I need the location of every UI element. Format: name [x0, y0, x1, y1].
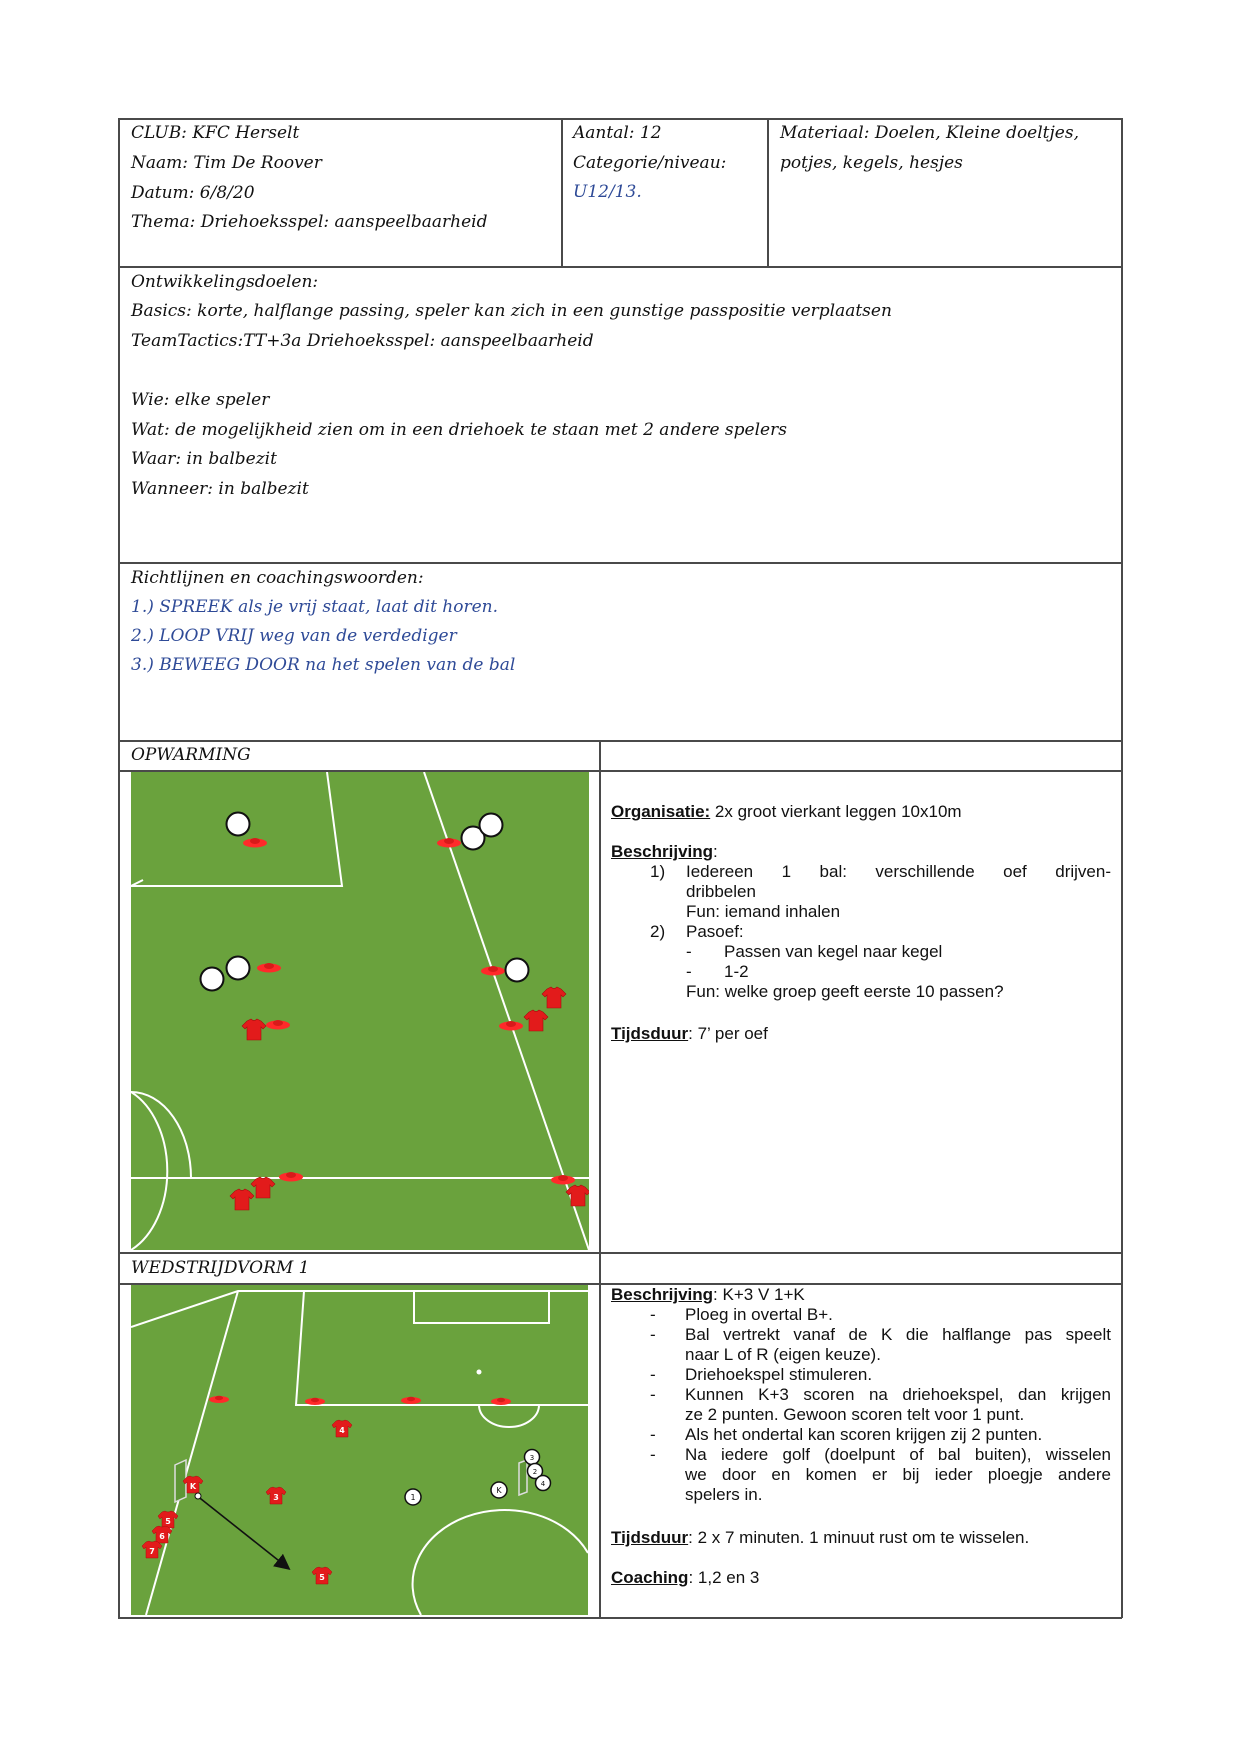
ball	[195, 1493, 201, 1499]
bullet-line	[611, 1425, 1111, 1445]
svg-text:K: K	[189, 1482, 197, 1491]
dash: -	[650, 1385, 656, 1404]
svg-text:K: K	[496, 1486, 502, 1495]
wv-beschrijving-value: : K+3 V 1+K	[713, 1285, 805, 1304]
bullet-text: naar L of R (eigen keuze).	[685, 1345, 881, 1364]
item1-text: Iedereen 1 bal: verschillende oef drijven-	[686, 862, 1111, 881]
ball	[227, 813, 250, 836]
bullet-line	[611, 1405, 1111, 1425]
svg-text:7: 7	[149, 1547, 155, 1556]
bullet-text: spelers in.	[685, 1485, 763, 1504]
tijdsduur-value: : 7’ per oef	[688, 1024, 768, 1043]
wanneer-text: Wanneer: in balbezit	[131, 479, 309, 499]
small-goal-right	[519, 1460, 527, 1495]
bullet-line	[611, 1485, 1111, 1505]
svg-text:2: 2	[532, 1468, 538, 1476]
bullet-text: Kunnen K+3 scoren na driehoekspel, dan krijgen	[685, 1385, 1111, 1404]
bullet-line	[611, 1305, 1111, 1325]
thema-value: Driehoeksspel: aanspeelbaarheid	[200, 212, 488, 232]
richtlijn-item-3: 3.) BEWEEG DOOR na het spelen van de bal	[131, 655, 516, 675]
dash: -	[650, 1445, 656, 1464]
wat-text: Wat: de mogelijkheid zien om in een driehoek te staan met 2 andere spelers	[131, 420, 787, 440]
wv-coaching-value: : 1,2 en 3	[688, 1568, 760, 1587]
basics-text: Basics: korte, halflange passing, speler kan zich in een gunstige passpositie verplaatsen	[131, 301, 892, 321]
sub-item-1: Passen van kegel naar kegel	[724, 942, 943, 961]
organisatie-label: Organisatie:	[611, 802, 711, 821]
richtlijnen-title: Richtlijnen en coachingswoorden:	[131, 568, 424, 588]
bullet-line	[611, 1325, 1111, 1345]
item1-cont: dribbelen	[686, 882, 756, 901]
datum-label: Datum: 6/8/20	[131, 183, 255, 203]
richtlijn-item-2: 2.) LOOP VRIJ weg van de verdediger	[131, 626, 457, 646]
dash: -	[650, 1305, 656, 1324]
dash: -	[686, 962, 692, 981]
tijdsduur-row	[611, 1024, 768, 1044]
opwarming-list	[611, 862, 1111, 1002]
svg-text:4: 4	[339, 1426, 345, 1435]
ball	[201, 968, 224, 991]
ball	[227, 957, 250, 980]
wv-beschrijving-row	[611, 1285, 805, 1305]
dash: -	[650, 1325, 656, 1344]
organisatie-value: 2x groot vierkant leggen 10x10m	[710, 802, 962, 821]
penalty-spot	[477, 1370, 482, 1375]
svg-text:5: 5	[165, 1517, 171, 1526]
categorie-value: U12/13.	[573, 182, 642, 202]
beschrijving-row	[611, 842, 718, 862]
dash: -	[650, 1425, 656, 1444]
aantal-label: Aantal: 12	[573, 123, 662, 143]
wie-text: Wie: elke speler	[131, 390, 270, 410]
organisatie-row	[611, 802, 962, 822]
item2-fun: Fun: welke groep geeft eerste 10 passen?	[686, 982, 1004, 1001]
opwarming-diagram	[131, 772, 589, 1250]
thema-row	[131, 212, 488, 232]
materiaal-line1: Materiaal: Doelen, Kleine doeltjes,	[780, 123, 1079, 143]
wedstrijdvorm-bullets	[611, 1305, 1111, 1505]
beschrijving-label: Beschrijving	[611, 842, 714, 861]
ball	[480, 814, 503, 837]
sub-item-2: 1-2	[724, 962, 749, 981]
item2-num: 2)	[650, 922, 666, 941]
item2-text: Pasoef:	[686, 922, 744, 941]
naam-row	[131, 153, 322, 173]
wv-tijdsduur-row	[611, 1528, 1029, 1548]
opwarming-title: OPWARMING	[131, 745, 251, 765]
bullet-text: Ploeg in overtal B+.	[685, 1305, 833, 1324]
ontwikkeling-title: Ontwikkelingsdoelen:	[131, 272, 319, 292]
richtlijn-item-1: 1.) SPREEK als je vrij staat, laat dit horen.	[131, 597, 499, 617]
dash: -	[650, 1365, 656, 1384]
svg-text:6: 6	[159, 1532, 165, 1541]
wedstrijdvorm-title: WEDSTRIJDVORM 1	[131, 1258, 310, 1278]
keeper-right	[491, 1482, 507, 1498]
svg-text:4: 4	[540, 1480, 546, 1488]
pitch-grass	[131, 1285, 588, 1615]
svg-text:5: 5	[319, 1573, 325, 1582]
waar-text: Waar: in balbezit	[131, 449, 277, 469]
ball	[506, 959, 529, 982]
naam-value: Tim De Roover	[193, 153, 322, 173]
naam-label: Naam:	[131, 153, 188, 173]
svg-text:3: 3	[273, 1493, 279, 1502]
bullet-text: we door en komen er bij ieder ploegje andere	[685, 1465, 1111, 1484]
svg-text:1: 1	[410, 1493, 416, 1502]
svg-text:3: 3	[529, 1454, 535, 1462]
bullet-line	[611, 1465, 1111, 1485]
thema-label: Thema:	[131, 212, 196, 232]
item1-num: 1)	[650, 862, 666, 881]
bullet-line	[611, 1445, 1111, 1465]
white-player-3	[525, 1450, 540, 1465]
wedstrijdvorm-diagram	[131, 1285, 588, 1615]
club-label: CLUB: KFC Herselt	[131, 123, 300, 143]
bullet-line	[611, 1345, 1111, 1365]
wv-tijdsduur-label: Tijdsduur	[611, 1528, 689, 1547]
bullet-line	[611, 1385, 1111, 1405]
wv-coaching-row	[611, 1568, 759, 1588]
dash: -	[686, 942, 692, 961]
categorie-label: Categorie/niveau:	[573, 153, 727, 173]
bullet-text: Als het ondertal kan scoren krijgen zij 2 punten.	[685, 1425, 1043, 1444]
colon: :	[713, 842, 718, 861]
bullet-text: ze 2 punten. Gewoon scoren telt voor 1 punt.	[685, 1405, 1025, 1424]
wv-coaching-label: Coaching	[611, 1568, 689, 1587]
bullet-text: Na iedere golf (doelpunt of bal buiten), wisselen	[685, 1445, 1111, 1464]
wv-beschrijving-label: Beschrijving	[611, 1285, 714, 1304]
white-player-4	[536, 1476, 551, 1491]
bullet-text: Driehoekspel stimuleren.	[685, 1365, 873, 1384]
tijdsduur-label: Tijdsduur	[611, 1024, 689, 1043]
materiaal-line2: potjes, kegels, hesjes	[780, 153, 963, 173]
teamtactics-text: TeamTactics:TT+3a Driehoeksspel: aanspeelbaarheid	[131, 331, 594, 351]
opponent-1	[405, 1489, 421, 1505]
bullet-text: Bal vertrekt vanaf de K die halflange pas speelt	[685, 1325, 1111, 1344]
bullet-line	[611, 1365, 1111, 1385]
wv-tijdsduur-value: : 2 x 7 minuten. 1 minuut rust om te wisselen.	[688, 1528, 1030, 1547]
item1-fun: Fun: iemand inhalen	[686, 902, 841, 921]
